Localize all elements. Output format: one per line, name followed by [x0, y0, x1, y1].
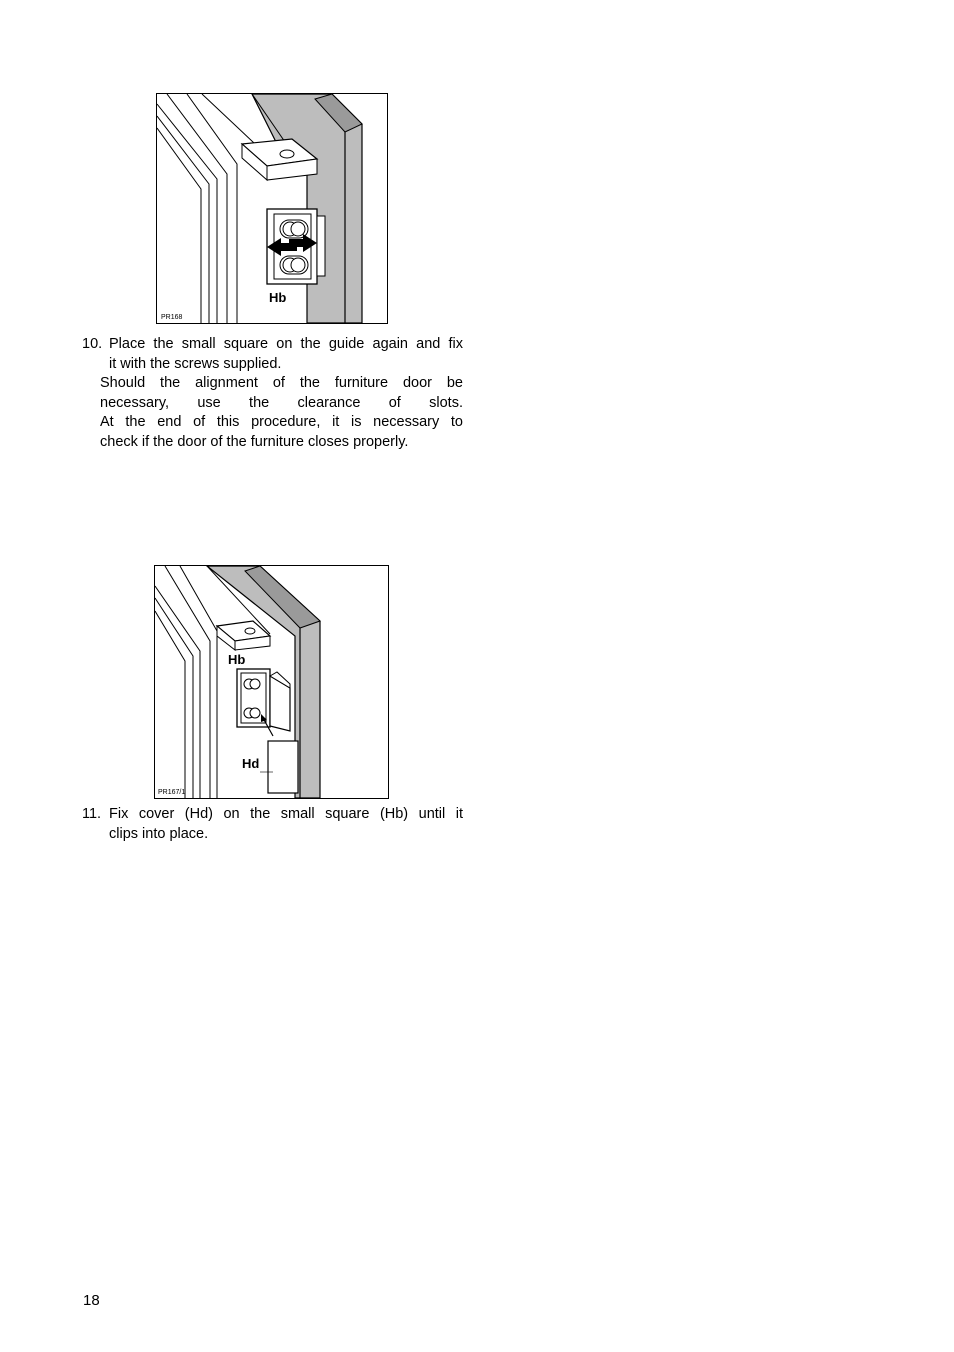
- label-hb: Hb: [269, 290, 287, 305]
- note-line: Should the alignment of the furniture door be: [100, 375, 463, 391]
- illustration-hinge-adjust: [157, 94, 387, 323]
- step-text-line: Fix cover (Hd) on the small square (Hb) until it: [109, 806, 463, 822]
- step-10-note: [100, 374, 463, 452]
- label-hd: Hd: [242, 756, 260, 771]
- label-hb: Hb: [228, 652, 246, 667]
- step-number: 11.: [82, 806, 102, 822]
- illustration-cover-fit: [155, 566, 388, 798]
- note-line: check if the door of the furniture closes properly.: [100, 433, 409, 450]
- step-number: 10.: [82, 336, 103, 352]
- step-text-line: Place the small square on the guide again and fix: [109, 336, 463, 352]
- figure-pr168: [156, 93, 388, 324]
- step-11: [82, 805, 463, 845]
- note-line: necessary, use the clearance of slots.: [100, 394, 463, 411]
- step-text-line: clips into place.: [109, 825, 209, 842]
- figure-code: PR167/1: [158, 789, 186, 796]
- note-line: At the end of this procedure, it is necessary to: [100, 414, 463, 430]
- page-number: 18: [83, 1292, 100, 1309]
- figure-code: PR168: [161, 314, 183, 321]
- figure-pr167-1: [154, 565, 389, 799]
- step-text-line: it with the screws supplied.: [109, 355, 282, 372]
- step-10: [82, 335, 463, 375]
